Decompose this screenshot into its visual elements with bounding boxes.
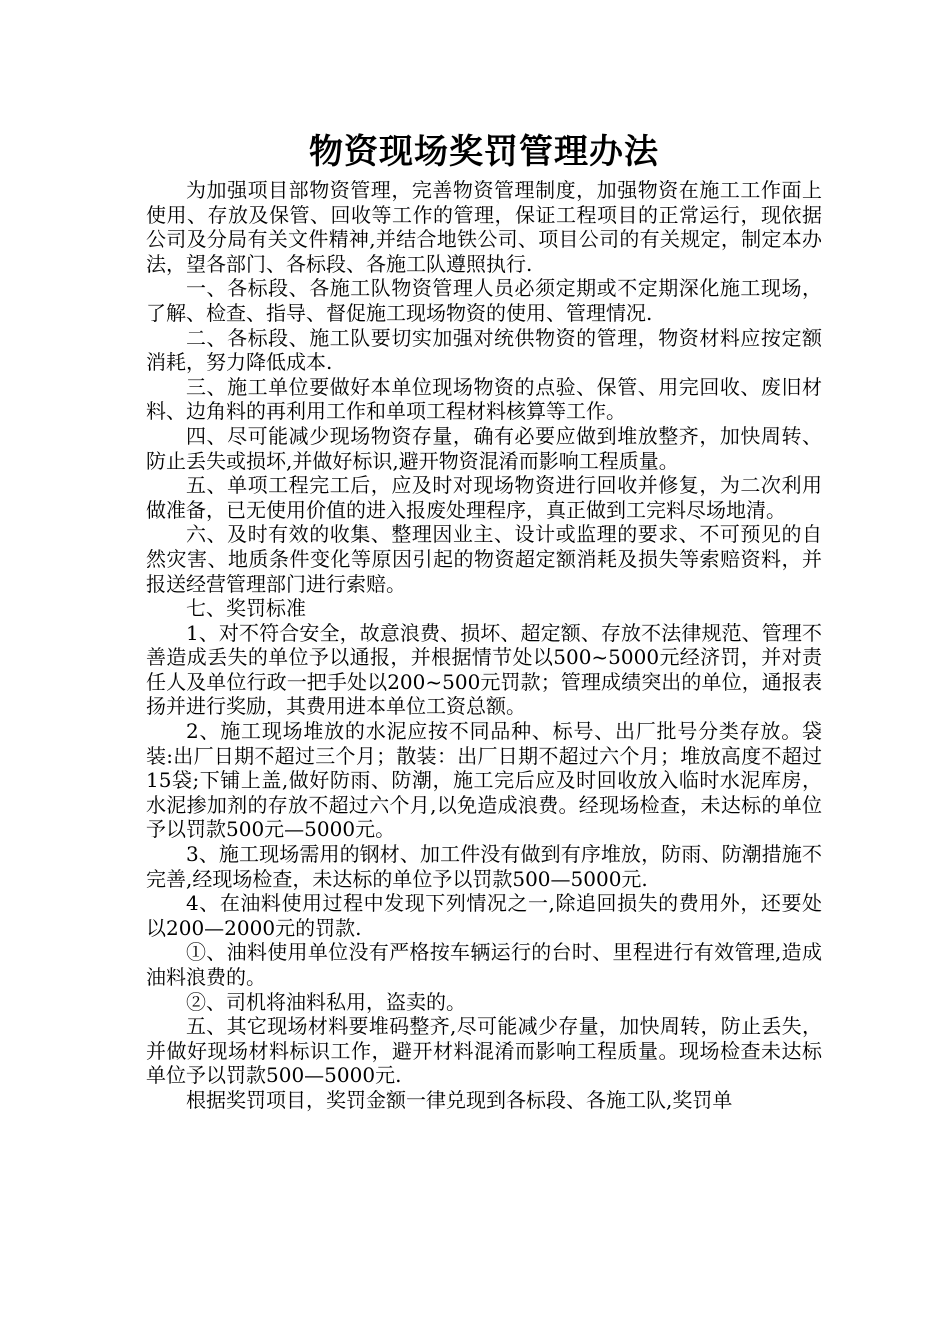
section-heading-rewards: 七、奖罚标准 xyxy=(186,596,306,621)
paragraph-item-other: 五、其它现场材料要堆码整齐,尽可能减少存量，加快周转，防止丢失，并做好现场材料标识工作，避开材料混淆而影响工程质量。现场检查未达标单位予以罚款500—5000元. xyxy=(146,1014,822,1088)
document-page xyxy=(146,130,822,1113)
paragraph-rule-1: 1、对不符合安全，故意浪费、损坏、超定额、存放不法律规范、管理不善造成丢失的单位予以通报，并根据情节处以500~5000元经济罚，并对责任人及单位行政一把手处以200~500元罚款；管理成绩突出的单位，通报表扬并进行奖励，其费用进本单位工资总额。 xyxy=(146,620,822,719)
paragraph-rule-4: 4、在油料使用过程中发现下列情况之一,除追回损失的费用外，还要处以200—2000元的罚款. xyxy=(146,891,822,940)
paragraph-intro: 为加强项目部物资管理，完善物资管理制度，加强物资在施工工作面上使用、存放及保管、回收等工作的管理，保证工程项目的正常运行，现依据公司及分局有关文件精神,并结合地铁公司、项目公司的有关规定，制定本办法，望各部门、各标段、各施工队遵照执行. xyxy=(146,178,822,276)
paragraph-subrule-1: ①、油料使用单位没有严格按车辆运行的台时、里程进行有效管理,造成油料浪费的。 xyxy=(146,940,822,989)
paragraph-subrule-2: ②、司机将油料私用，盗卖的。 xyxy=(186,989,466,1014)
paragraph-item-2: 二、各标段、施工队要切实加强对统供物资的管理，物资材料应按定额消耗，努力降低成本. xyxy=(146,325,822,375)
document-title: 物资现场奖罚管理办法 xyxy=(309,132,659,172)
paragraph-rule-2: 2、施工现场堆放的水泥应按不同品种、标号、出厂批号分类存放。袋装:出厂日期不超过三个月；散装：出厂日期不超过六个月；堆放高度不超过15袋;下铺上盖,做好防雨、防潮，施工完后应及时回收放入临时水泥库房，水泥掺加剂的存放不超过六个月,以免造成浪费。经现场检查，未达标的单位予以罚款500元—5000元。 xyxy=(146,719,822,842)
paragraph-closing: 根据奖罚项目，奖罚金额一律兑现到各标段、各施工队,奖罚单 xyxy=(186,1087,733,1112)
paragraph-item-6: 六、及时有效的收集、整理因业主、设计或监理的要求、不可预见的自然灾害、地质条件变化等原因引起的物资超定额消耗及损失等索赔资料，并报送经营管理部门进行索赔。 xyxy=(146,522,822,596)
paragraph-item-3: 三、施工单位要做好本单位现场物资的点验、保管、用完回收、废旧材料、边角料的再利用工作和单项工程材料核算等工作。 xyxy=(146,374,822,424)
paragraph-item-4: 四、尽可能减少现场物资存量，确有必要应做到堆放整齐，加快周转、防止丢失或损坏,并做好标识,避开物资混淆而影响工程质量。 xyxy=(146,423,822,473)
paragraph-item-1: 一、各标段、各施工队物资管理人员必须定期或不定期深化施工现场，了解、检查、指导、督促施工现场物资的使用、管理情况. xyxy=(146,276,822,325)
paragraph-rule-3: 3、施工现场需用的钢材、加工件没有做到有序堆放，防雨、防潮措施不完善,经现场检查，未达标的单位予以罚款500—5000元. xyxy=(146,842,822,891)
paragraph-item-5: 五、单项工程完工后，应及时对现场物资进行回收并修复，为二次利用做准备，已无使用价值的进入报废处理程序，真正做到工完料尽场地清。 xyxy=(146,473,822,522)
